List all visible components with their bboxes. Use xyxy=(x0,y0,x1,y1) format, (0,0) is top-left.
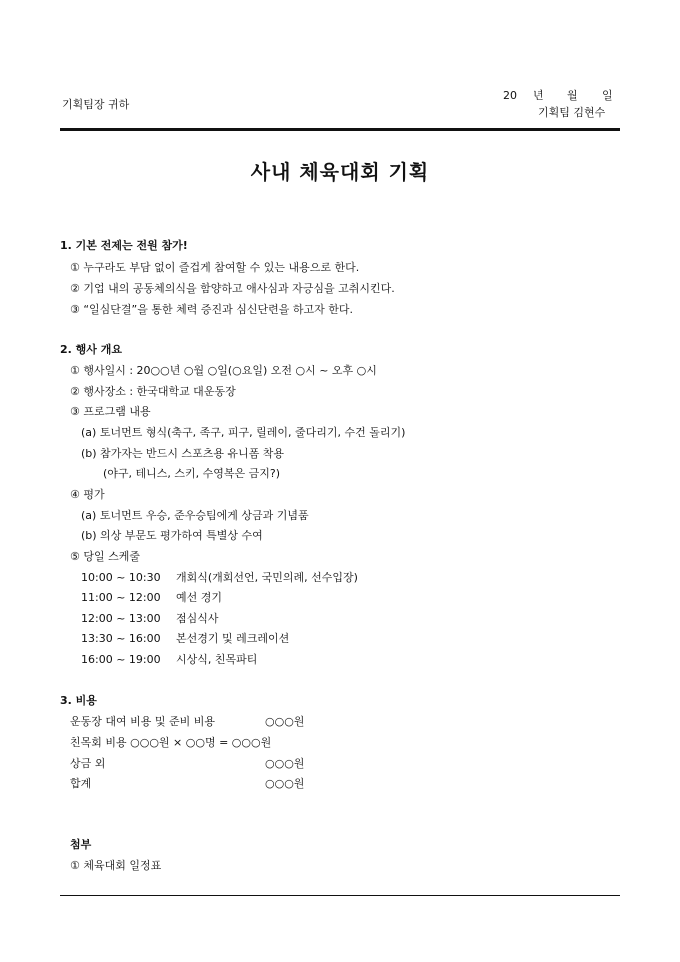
evaluation-item: (a) 토너먼트 우승, 준우승팀에게 상금과 기념품 xyxy=(81,509,309,522)
section-1-item: ② 기업 내의 공동체의식을 함양하고 애사심과 자긍심을 고취시킨다. xyxy=(70,282,395,295)
evaluation-item: (b) 의상 부문도 평가하여 특별상 수여 xyxy=(81,529,263,542)
schedule-time: 12:00 ~ 13:00 xyxy=(81,612,161,625)
evaluation-heading: ④ 평가 xyxy=(70,488,105,501)
recipient-label: 기획팀장 귀하 xyxy=(62,98,130,111)
date-year: 20 xyxy=(503,89,517,102)
program-item: (b) 참가자는 반드시 스포츠용 유니폼 착용 xyxy=(81,447,285,460)
cost-label: 친목회 비용 ○○○원 × ○○명 = ○○○원 xyxy=(70,736,272,749)
section-1-heading: 1. 기본 전제는 전원 참가! xyxy=(60,239,188,252)
date-year-unit: 년 xyxy=(533,89,544,102)
footer-divider xyxy=(60,895,620,896)
schedule-time: 11:00 ~ 12:00 xyxy=(81,591,161,604)
section-1-item: ① 누구라도 부담 없이 즐겁게 참여할 수 있는 내용으로 한다. xyxy=(70,261,360,274)
section-2-heading: 2. 행사 개요 xyxy=(60,343,122,356)
event-place-line: ② 행사장소 : 한국대학교 대운동장 xyxy=(70,385,236,398)
schedule-event: 예선 경기 xyxy=(176,591,223,604)
cost-label: 운동장 대여 비용 및 준비 비용 xyxy=(70,715,215,728)
author-label: 기획팀 김현수 xyxy=(538,106,606,119)
cost-amount: ○○○원 xyxy=(265,715,305,728)
program-item: (a) 토너먼트 형식(축구, 족구, 피구, 릴레이, 줄다리기, 수건 돌리기) xyxy=(81,426,406,439)
schedule-event: 시상식, 친목파티 xyxy=(176,653,258,666)
program-heading: ③ 프로그램 내용 xyxy=(70,405,151,418)
document-title: 사내 체육대회 기획 xyxy=(250,160,430,184)
schedule-event: 점심식사 xyxy=(176,612,219,625)
date-day-unit: 일 xyxy=(602,89,613,102)
cost-total-amount: ○○○원 xyxy=(265,777,305,790)
cost-total-label: 합계 xyxy=(70,777,92,790)
section-1-item: ③ “일심단결”을 통한 체력 증진과 심신단련을 하고자 한다. xyxy=(70,303,354,316)
schedule-time: 10:00 ~ 10:30 xyxy=(81,571,161,584)
section-3-heading: 3. 비용 xyxy=(60,694,97,707)
cost-label: 상금 외 xyxy=(70,757,106,770)
attachment-heading: 첨부 xyxy=(70,838,92,851)
schedule-time: 13:30 ~ 16:00 xyxy=(81,632,161,645)
schedule-event: 개회식(개회선언, 국민의례, 선수입장) xyxy=(176,571,358,584)
schedule-time: 16:00 ~ 19:00 xyxy=(81,653,161,666)
schedule-event: 본선경기 및 레크레이션 xyxy=(176,632,290,645)
event-date-line: ① 행사일시 : 20○○년 ○월 ○일(○요일) 오전 ○시 ~ 오후 ○시 xyxy=(70,364,377,377)
program-item: (야구, 테니스, 스키, 수영복은 금지?) xyxy=(103,467,281,480)
schedule-heading: ⑤ 당일 스케줄 xyxy=(70,550,140,563)
attachment-item: ① 체육대회 일정표 xyxy=(70,859,162,872)
cost-amount: ○○○원 xyxy=(265,757,305,770)
date-month-unit: 월 xyxy=(567,89,578,102)
header-divider xyxy=(60,128,620,131)
